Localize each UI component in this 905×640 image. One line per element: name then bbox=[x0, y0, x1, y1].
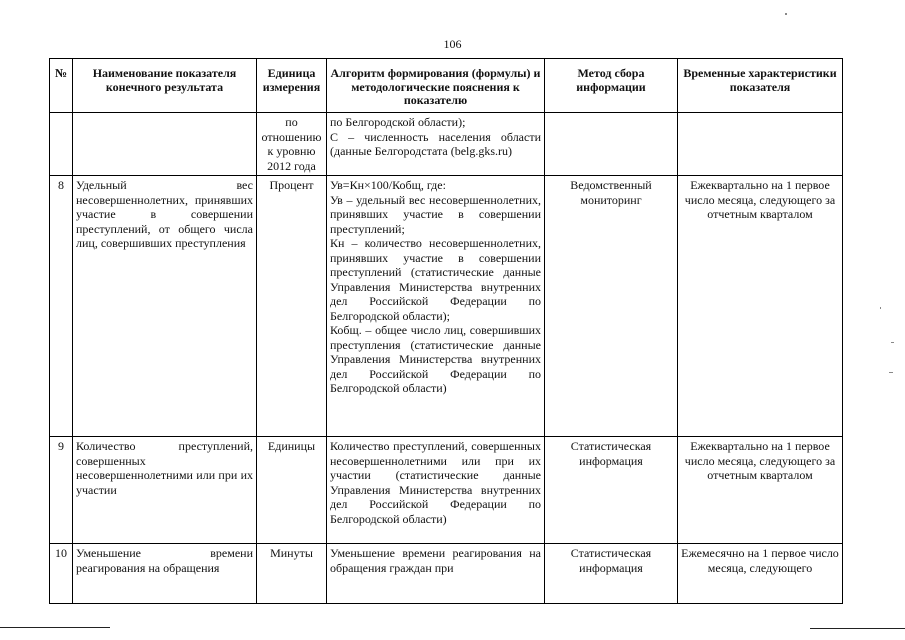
algorithm-cell: Ув=Кн×100/Кобщ, где: Ув – удельный вес несовершеннолетних, принявших участие в совершении преступлений; Кн – количество несовершеннолетних, принявших участие в совершении преступлений (статистические данные Управления Министерства внутренних дел Российской Федерации по Белгородской области); Кобщ. – общее число лиц, совершивших преступления (статистические данные Управления Министерства внутренних дел Российской Федерации по Белгородской области) bbox=[327, 176, 545, 437]
scan-speck bbox=[785, 13, 787, 15]
unit-cell: Единицы bbox=[257, 437, 327, 544]
algorithm-cell-text: Уменьшение времени реагирования на обращения граждан при bbox=[330, 546, 541, 575]
row-number bbox=[50, 113, 73, 176]
method-cell: Ведомственный мониторинг bbox=[545, 176, 678, 437]
row-number: 10 bbox=[50, 544, 73, 604]
header-name: Наименование показателя конечного результата bbox=[73, 59, 257, 113]
table-row bbox=[50, 113, 843, 176]
header-algorithm: Алгоритм формирования (формулы) и методологические пояснения к показателю bbox=[327, 59, 545, 113]
algorithm-cell: Количество преступлений, совершенных несовершеннолетними или при их участии (статистические данные Управления Министерства внутренних дел Российской Федерации по Белгородской области) bbox=[327, 437, 545, 544]
unit-cell: Минуты bbox=[257, 544, 327, 604]
time-cell bbox=[678, 544, 843, 604]
indicator-name bbox=[73, 113, 257, 176]
table-header-row bbox=[50, 59, 843, 113]
algorithm-cell bbox=[327, 544, 545, 604]
header-method: Метод сбора информации bbox=[545, 59, 678, 113]
indicator-name bbox=[73, 544, 257, 604]
time-cell: Ежеквартально на 1 первое число месяца, следующего за отчетным кварталом bbox=[678, 437, 843, 544]
time-cell bbox=[678, 113, 843, 176]
scan-edge-right bbox=[810, 628, 905, 629]
unit-cell: по отношению к уровню 2012 года bbox=[257, 113, 327, 176]
time-cell-text: Ежемесячно на 1 первое число месяца, следующего bbox=[681, 546, 839, 575]
indicator-name: Удельный вес несовершеннолетних, принявших участие в совершении преступлений, от общего числа лиц, совершивших преступления bbox=[73, 176, 257, 437]
table-row bbox=[50, 544, 843, 604]
table-row bbox=[50, 176, 843, 437]
method-cell: Статистическая информация bbox=[545, 544, 678, 604]
header-num: № bbox=[50, 59, 73, 113]
scan-speck bbox=[880, 307, 881, 309]
method-cell bbox=[545, 113, 678, 176]
unit-cell: Процент bbox=[257, 176, 327, 437]
indicators-table bbox=[49, 58, 843, 604]
time-cell: Ежеквартально на 1 первое число месяца, следующего за отчетным кварталом bbox=[678, 176, 843, 437]
scan-edge-left bbox=[0, 627, 110, 628]
indicator-name: Количество преступлений, совершенных несовершеннолетними или при их участии bbox=[73, 437, 257, 544]
row-number: 9 bbox=[50, 437, 73, 544]
indicator-name-text: Уменьшение времени реагирования на обращения bbox=[76, 546, 253, 575]
page-number: 106 bbox=[443, 37, 462, 51]
method-cell: Статистическая информация bbox=[545, 437, 678, 544]
scan-speck bbox=[891, 342, 894, 343]
header-unit: Единица измерения bbox=[257, 59, 327, 113]
scan-speck bbox=[889, 372, 893, 373]
table-row bbox=[50, 437, 843, 544]
algorithm-cell: по Белгородской области); С – численность населения области (данные Белгородстата (belg.gks.ru) bbox=[327, 113, 545, 176]
header-time: Временные характеристики показателя bbox=[678, 59, 843, 113]
row-number: 8 bbox=[50, 176, 73, 437]
